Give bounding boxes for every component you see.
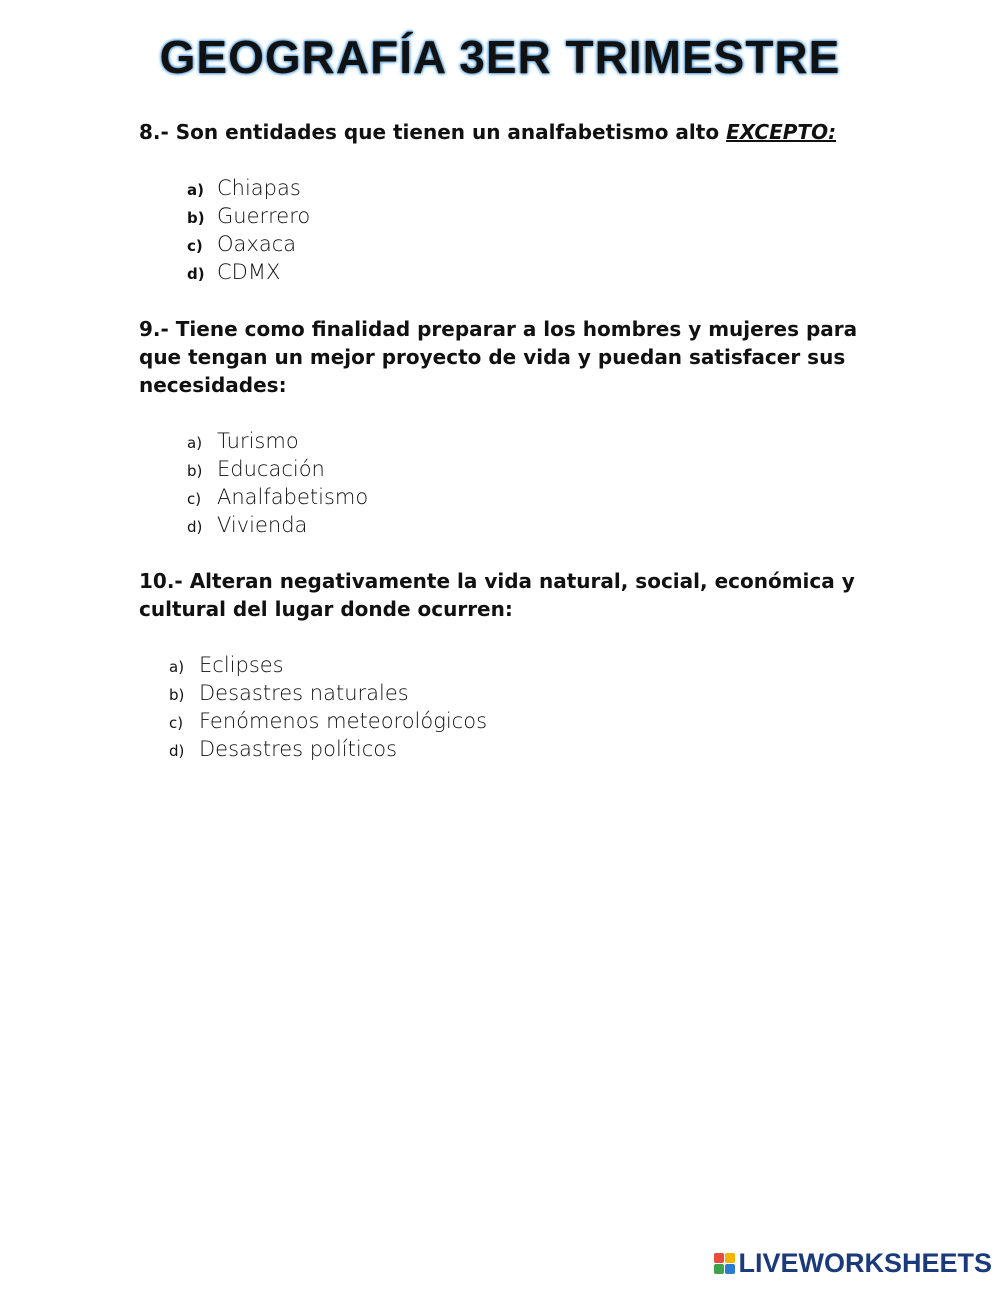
- option-letter: d): [169, 742, 185, 760]
- option-9c[interactable]: [187, 483, 368, 511]
- option-text: Eclipses: [199, 653, 284, 677]
- option-letter: d): [187, 265, 205, 283]
- option-letter: b): [169, 686, 185, 704]
- option-text: Guerrero: [217, 204, 311, 228]
- option-text: Chiapas: [217, 176, 301, 200]
- option-9d[interactable]: [187, 511, 368, 539]
- option-letter: a): [187, 181, 204, 199]
- option-letter: b): [187, 462, 203, 480]
- question-8: [139, 118, 859, 146]
- brand-name: LIVEWORKSHEETS: [738, 1248, 992, 1278]
- logo-square: [714, 1264, 724, 1274]
- question-9: 9.- Tiene como finalidad preparar a los hombres y mujeres para que tengan un mejor proyecto de vida y puedan satisfacer sus necesidades:: [139, 317, 858, 397]
- option-8a[interactable]: [187, 174, 310, 202]
- liveworksheets-logo[interactable]: [714, 1248, 992, 1279]
- question-8-options: [187, 174, 310, 286]
- page-title: GEOGRAFÍA 3ER TRIMESTRE: [159, 31, 841, 83]
- question-8-emphasis: EXCEPTO:: [726, 120, 837, 144]
- option-text: Desastres naturales: [199, 681, 409, 705]
- option-letter: c): [187, 237, 203, 255]
- question-10-options: [169, 651, 487, 763]
- question-8-text: 8.- Son entidades que tienen un analfabetismo alto: [139, 120, 727, 144]
- option-8c[interactable]: [187, 230, 310, 258]
- option-text: Vivienda: [217, 513, 308, 537]
- option-text: Oaxaca: [217, 232, 297, 256]
- option-text: CDMX: [217, 260, 281, 284]
- option-text: Educación: [217, 457, 325, 481]
- option-8b[interactable]: [187, 202, 310, 230]
- option-text: Turismo: [217, 429, 299, 453]
- logo-square: [714, 1253, 724, 1263]
- option-10d[interactable]: [169, 735, 487, 763]
- option-letter: a): [169, 658, 185, 676]
- option-letter: c): [187, 490, 202, 508]
- option-letter: a): [187, 434, 203, 452]
- option-10c[interactable]: [169, 707, 487, 735]
- option-letter: b): [187, 209, 205, 227]
- option-text: Analfabetismo: [217, 485, 369, 509]
- question-9-options: [187, 427, 368, 539]
- logo-square: [725, 1264, 735, 1274]
- option-10b[interactable]: [169, 679, 487, 707]
- logo-square: [725, 1253, 735, 1263]
- option-9a[interactable]: [187, 427, 368, 455]
- option-10a[interactable]: [169, 651, 487, 679]
- option-letter: c): [169, 714, 184, 732]
- option-letter: d): [187, 518, 203, 536]
- option-8d[interactable]: [187, 258, 310, 286]
- liveworksheets-logo-icon: [714, 1253, 735, 1274]
- option-text: Desastres políticos: [199, 737, 398, 761]
- option-9b[interactable]: [187, 455, 368, 483]
- option-text: Fenómenos meteorológicos: [199, 709, 488, 733]
- question-10: 10.- Alteran negativamente la vida natural, social, económica y cultural del lugar donde ocurren:: [139, 569, 855, 621]
